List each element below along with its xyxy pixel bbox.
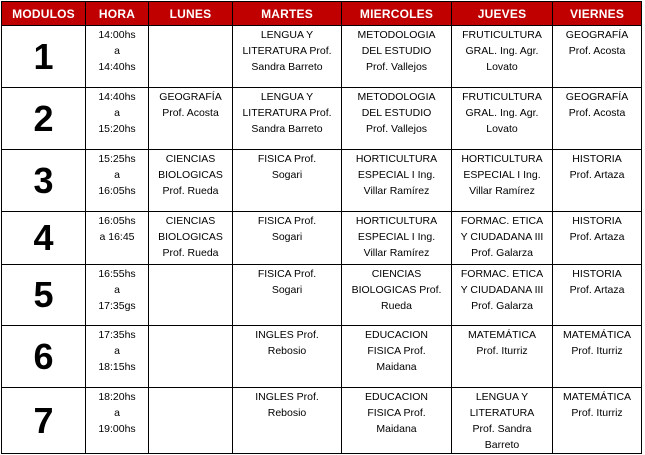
header-lunes: LUNES — [149, 2, 233, 26]
module-number: 4 — [2, 212, 86, 265]
jueves-cell: FORMAC. ETICA Y CIUDADANA III Prof. Galarza — [452, 265, 553, 326]
lunes-cell — [149, 388, 233, 454]
miercoles-cell: EDUCACION FISICA Prof. Maidana — [342, 388, 452, 454]
header-martes: MARTES — [233, 2, 342, 26]
time-cell: 14:40hs a 15:20hs — [86, 88, 149, 150]
module-number: 7 — [2, 388, 86, 454]
jueves-cell: LENGUA Y LITERATURA Prof. Sandra Barreto — [452, 388, 553, 454]
martes-cell: LENGUA Y LITERATURA Prof. Sandra Barreto — [233, 88, 342, 150]
module-number: 1 — [2, 26, 86, 88]
lunes-cell: GEOGRAFÍA Prof. Acosta — [149, 88, 233, 150]
lunes-cell — [149, 326, 233, 388]
viernes-cell: GEOGRAFÍA Prof. Acosta — [553, 26, 642, 88]
module-number: 2 — [2, 88, 86, 150]
schedule-table-container — [1, 1, 642, 454]
header-miercoles: MIERCOLES — [342, 2, 452, 26]
viernes-cell: HISTORIA Prof. Artaza — [553, 150, 642, 212]
module-number: 3 — [2, 150, 86, 212]
martes-cell: INGLES Prof. Rebosio — [233, 326, 342, 388]
time-cell: 15:25hs a 16:05hs — [86, 150, 149, 212]
table-row — [2, 326, 642, 388]
martes-cell: FISICA Prof. Sogari — [233, 150, 342, 212]
table-header — [2, 2, 642, 26]
miercoles-cell: METODOLOGIA DEL ESTUDIO Prof. Vallejos — [342, 26, 452, 88]
table-row — [2, 88, 642, 150]
time-cell: 18:20hs a 19:00hs — [86, 388, 149, 454]
time-cell: 16:05hs a 16:45 — [86, 212, 149, 265]
table-row — [2, 212, 642, 265]
table-row — [2, 150, 642, 212]
time-cell: 17:35hs a 18:15hs — [86, 326, 149, 388]
viernes-cell: GEOGRAFÍA Prof. Acosta — [553, 88, 642, 150]
module-number: 6 — [2, 326, 86, 388]
jueves-cell: FRUTICULTURA GRAL. Ing. Agr. Lovato — [452, 26, 553, 88]
miercoles-cell: HORTICULTURA ESPECIAL I Ing. Villar Ramírez — [342, 212, 452, 265]
martes-cell: FISICA Prof. Sogari — [233, 212, 342, 265]
martes-cell: INGLES Prof. Rebosio — [233, 388, 342, 454]
header-modulos: MODULOS — [2, 2, 86, 26]
miercoles-cell: CIENCIAS BIOLOGICAS Prof. Rueda — [342, 265, 452, 326]
martes-cell: LENGUA Y LITERATURA Prof. Sandra Barreto — [233, 26, 342, 88]
lunes-cell: CIENCIAS BIOLOGICAS Prof. Rueda — [149, 212, 233, 265]
miercoles-cell: EDUCACION FISICA Prof. Maidana — [342, 326, 452, 388]
time-cell: 14:00hs a 14:40hs — [86, 26, 149, 88]
viernes-cell: MATEMÁTICA Prof. Iturriz — [553, 388, 642, 454]
martes-cell: FISICA Prof. Sogari — [233, 265, 342, 326]
table-row — [2, 26, 642, 88]
header-hora: HORA — [86, 2, 149, 26]
jueves-cell: FORMAC. ETICA Y CIUDADANA III Prof. Galarza — [452, 212, 553, 265]
table-body — [2, 26, 642, 454]
header-viernes: VIERNES — [553, 2, 642, 26]
table-row — [2, 265, 642, 326]
lunes-cell: CIENCIAS BIOLOGICAS Prof. Rueda — [149, 150, 233, 212]
header-row — [2, 2, 642, 26]
schedule-table — [1, 1, 642, 454]
header-jueves: JUEVES — [452, 2, 553, 26]
lunes-cell — [149, 265, 233, 326]
jueves-cell: MATEMÁTICA Prof. Iturriz — [452, 326, 553, 388]
viernes-cell: MATEMÁTICA Prof. Iturriz — [553, 326, 642, 388]
time-cell: 16:55hs a 17:35gs — [86, 265, 149, 326]
module-number: 5 — [2, 265, 86, 326]
lunes-cell — [149, 26, 233, 88]
jueves-cell: FRUTICULTURA GRAL. Ing. Agr. Lovato — [452, 88, 553, 150]
viernes-cell: HISTORIA Prof. Artaza — [553, 212, 642, 265]
viernes-cell: HISTORIA Prof. Artaza — [553, 265, 642, 326]
miercoles-cell: HORTICULTURA ESPECIAL I Ing. Villar Ramírez — [342, 150, 452, 212]
table-row — [2, 388, 642, 454]
miercoles-cell: METODOLOGIA DEL ESTUDIO Prof. Vallejos — [342, 88, 452, 150]
jueves-cell: HORTICULTURA ESPECIAL I Ing. Villar Ramírez — [452, 150, 553, 212]
